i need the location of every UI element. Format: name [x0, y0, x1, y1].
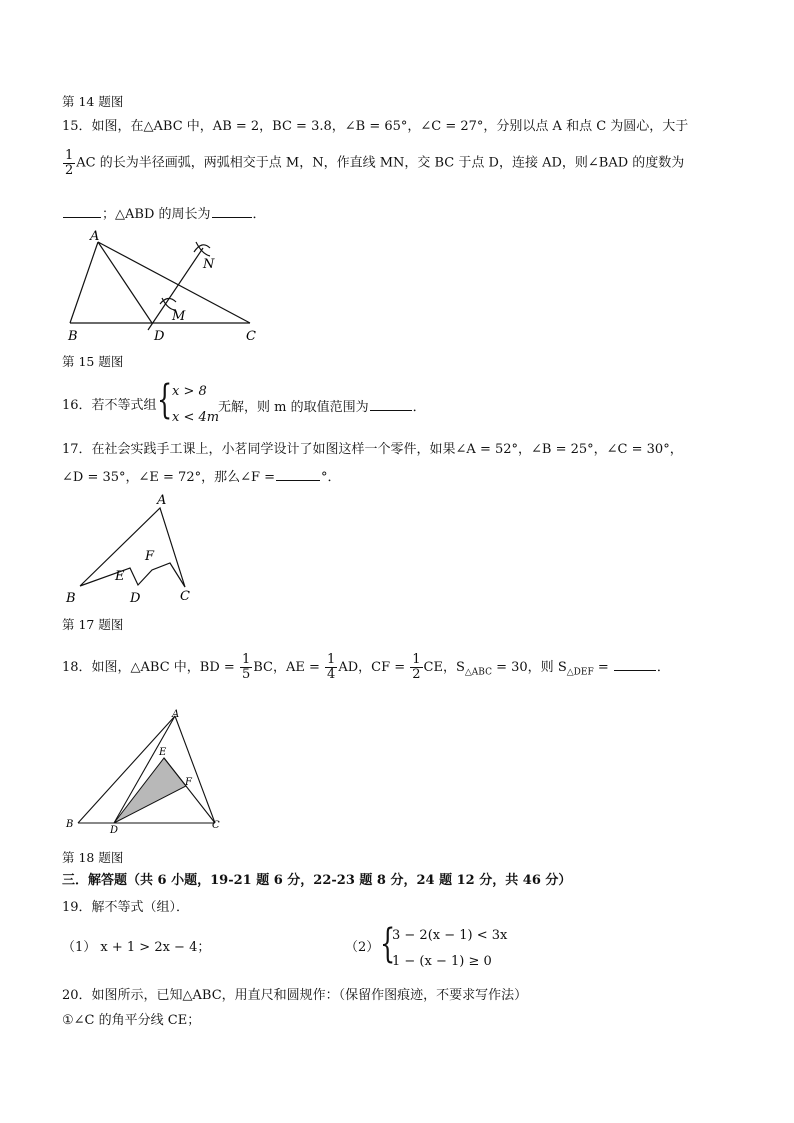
q15-frac-den: 2	[65, 162, 74, 178]
q18-blank	[614, 658, 656, 671]
q18-triangle-def	[114, 758, 186, 823]
section3-title: 三．解答题（共 6 小题，19-21 题 6 分，22-23 题 8 分，24 题 12 分，共 46 分）	[62, 873, 572, 888]
q18-mid: = 30，则 S	[491, 660, 567, 675]
q18-f1-num: 1	[241, 652, 251, 668]
q18-eq: =	[593, 660, 609, 675]
q18-label-a: A	[172, 709, 180, 720]
q16-suffix-text: 无解，则 m 的取值范围为	[218, 400, 369, 415]
q16-prefix: 16．若不等式组	[62, 398, 157, 413]
q15-label-n: N	[203, 257, 215, 272]
q18-label-e: E	[159, 747, 167, 758]
q14-caption: 第 14 题图	[62, 94, 124, 109]
q18-f2-after: AD，CF =	[338, 660, 406, 675]
q15-line3-end: ．	[252, 207, 266, 222]
q15-label-d: D	[154, 329, 165, 344]
q17-line2-end: °．	[321, 470, 341, 485]
q16-suffix	[218, 398, 426, 416]
q18-f3-num: 1	[412, 652, 421, 668]
q18-f2-den: 4	[327, 667, 336, 682]
q17-line2-pre: ∠D = 35°，∠E = 72°，那么∠F =	[62, 470, 276, 485]
q15-figure	[60, 226, 290, 346]
q17-line1: 17．在社会实践手工课上，小茗同学设计了如图这样一个零件，如果∠A = 52°，∠B = 25°，∠C = 30°，	[62, 442, 683, 457]
q15-caption: 第 15 题图	[62, 354, 124, 369]
q19-part2-line1: 3 − 2(x − 1) < 3x	[392, 928, 508, 943]
q16-ineq-1: x > 8	[172, 384, 207, 399]
q18-label-f: F	[185, 777, 192, 788]
q18-end: ．	[656, 660, 670, 675]
q17-caption: 第 17 题图	[62, 617, 124, 632]
q18-f1-after: BC，AE =	[253, 660, 320, 675]
q18-f2-num: 1	[327, 652, 336, 668]
q15-line2	[62, 149, 684, 177]
q17-label-d: D	[130, 591, 141, 606]
q15-line3	[62, 205, 266, 223]
q19-part2-label: （2）	[345, 940, 380, 955]
q18-caption: 第 18 题图	[62, 850, 124, 865]
q17-label-a: A	[157, 493, 167, 508]
q17-blank	[276, 468, 320, 481]
q17-label-b: B	[66, 591, 76, 606]
q18-figure	[60, 706, 235, 836]
q15-fraction	[63, 149, 75, 177]
q15-segment-ab	[70, 242, 98, 323]
q15-frac-num: 1	[65, 148, 74, 163]
q18-f1-den: 5	[241, 667, 251, 682]
q15-line3-mid: ；△ABD 的周长为	[102, 207, 211, 222]
q18-label-d: D	[110, 825, 119, 836]
q15-line2-text: AC 的长为半径画弧，两弧相交于点 M，N，作直线 MN，交 BC 于点 D，连接 AD，则∠BAD 的度数为	[76, 155, 685, 171]
q16-blank	[370, 398, 412, 411]
q18-prefix: 18．如图，△ABC 中，BD =	[62, 660, 235, 675]
q15-blank-2	[212, 205, 252, 218]
q18-line	[62, 652, 670, 689]
q17-line2	[62, 468, 341, 486]
q18-fraction-2	[325, 653, 337, 681]
q18-sub-abc: △ABC	[464, 667, 492, 678]
q17-polygon	[80, 508, 185, 587]
q17-figure	[60, 490, 210, 608]
q19-title: 19．解不等式（组）．	[62, 900, 190, 915]
q18-f3-den: 2	[412, 667, 421, 682]
q15-label-a: A	[90, 229, 100, 244]
q18-f3-after: CE，S	[423, 660, 465, 675]
q20-item1: ①∠C 的角平分线 CE；	[62, 1013, 201, 1028]
q19-part2-line2: 1 − (x − 1) ≥ 0	[392, 954, 492, 969]
q15-label-b: B	[68, 329, 78, 344]
q15-blank-1	[63, 205, 101, 218]
q18-fraction-1	[240, 653, 252, 681]
q18-fraction-3	[410, 653, 422, 681]
q15-segment-ad	[98, 242, 152, 323]
q15-line1: 15．如图，在△ABC 中，AB = 2，BC = 3.8，∠B = 65°，∠C = 27°，分别以点 A 和点 C 为圆心，大于	[62, 119, 689, 134]
q17-label-f: F	[145, 549, 155, 564]
q19-brace-icon: {	[380, 921, 396, 967]
q15-label-m: M	[172, 309, 186, 324]
q18-label-c: C	[212, 820, 220, 831]
q17-label-e: E	[115, 569, 125, 584]
q18-segment-ac	[175, 716, 215, 823]
q16-brace-icon: {	[157, 377, 173, 423]
q18-label-b: B	[66, 819, 74, 830]
q20-title: 20．如图所示，已知△ABC，用直尺和圆规作：（保留作图痕迹，不要求写作法）	[62, 988, 528, 1003]
q17-label-c: C	[180, 589, 190, 604]
q19-part1: （1） x + 1 > 2x − 4；	[62, 940, 211, 955]
q15-label-c: C	[246, 329, 256, 344]
q18-sub-def: △DEF	[566, 667, 594, 678]
q16-ineq-2: x < 4m	[172, 410, 220, 425]
q16-end: ．	[412, 400, 426, 415]
